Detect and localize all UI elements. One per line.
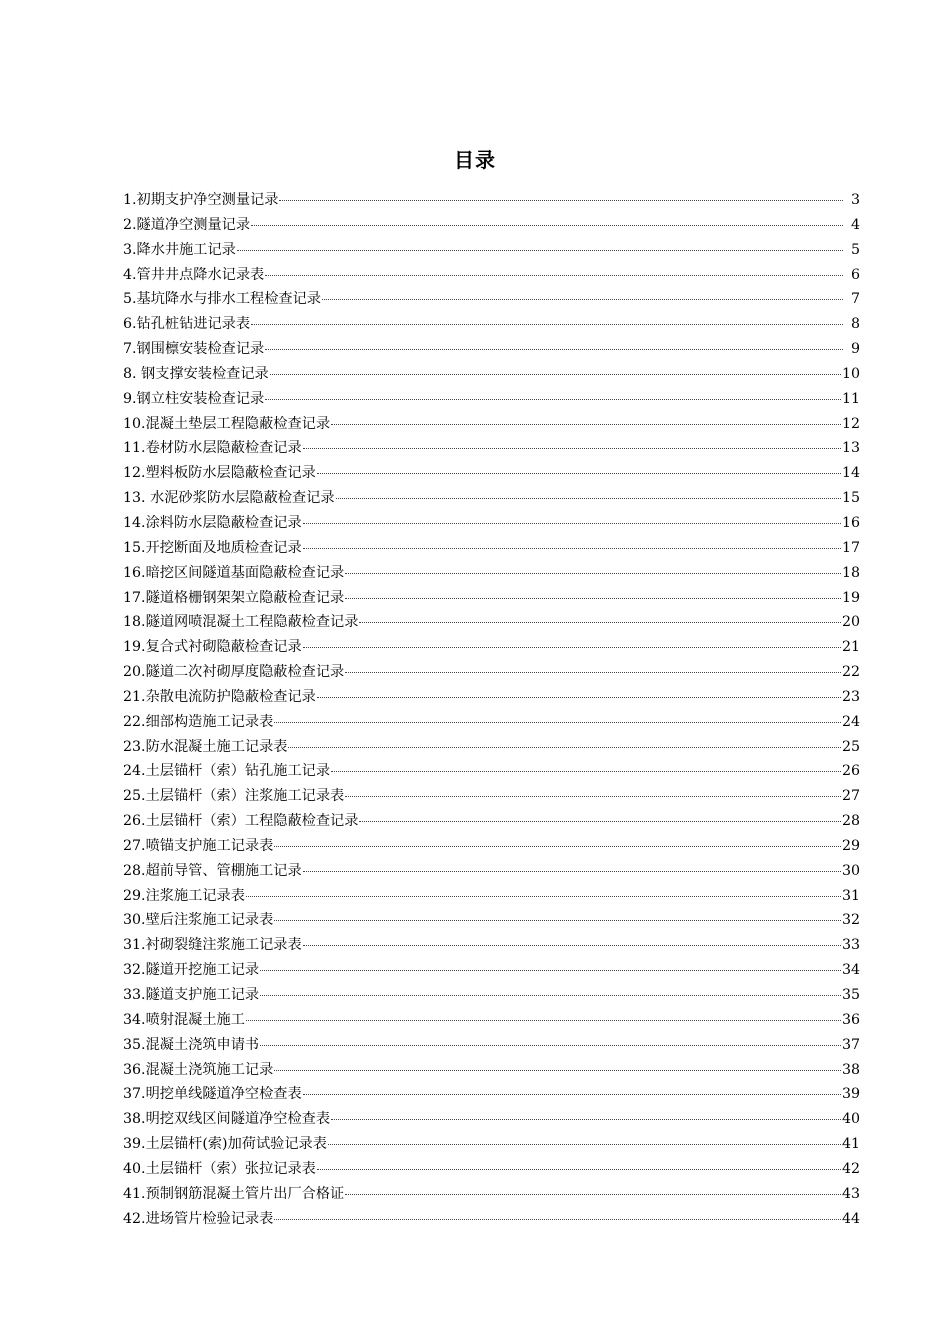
toc-dot-leader (317, 1168, 841, 1170)
toc-dot-leader (265, 274, 843, 276)
toc-entry-page-number: 24 (841, 713, 860, 730)
toc-entry-page-number: 29 (841, 837, 860, 854)
toc-dot-leader (279, 199, 843, 201)
toc-entry-page-number: 44 (841, 1210, 860, 1227)
toc-dot-leader (274, 721, 841, 723)
toc-entry-label: 31.衬砌裂缝注浆施工记录表 (123, 937, 302, 954)
toc-entry-page-number: 16 (841, 514, 860, 531)
toc-entry-label: 30.壁后注浆施工记录表 (123, 912, 274, 929)
toc-entry-page-number: 38 (841, 1061, 860, 1078)
toc-entry-label: 39.土层锚杆(索)加荷试验记录表 (123, 1136, 327, 1153)
toc-entry-page-number: 32 (841, 912, 860, 929)
toc-entry[interactable] (123, 586, 860, 611)
toc-entry[interactable] (123, 213, 860, 238)
toc-dot-leader (303, 944, 841, 946)
toc-entry-page-number: 17 (841, 539, 860, 556)
toc-dot-leader (274, 1069, 841, 1071)
toc-entry-label: 21.杂散电流防护隐蔽检查记录 (123, 688, 316, 705)
toc-entry-page-number: 11 (841, 390, 860, 407)
toc-entry[interactable] (123, 660, 860, 685)
toc-entry-page-number: 4 (850, 216, 860, 233)
toc-entry[interactable] (123, 561, 860, 586)
toc-entry[interactable] (123, 859, 860, 884)
toc-entry[interactable] (123, 337, 860, 362)
toc-entry-label: 1.初期支护净空测量记录 (123, 192, 279, 208)
table-of-contents (123, 188, 860, 1231)
toc-entry[interactable] (123, 1008, 860, 1033)
toc-entry-label: 25.土层锚杆（索）注浆施工记录表 (123, 788, 345, 805)
toc-entry[interactable] (123, 834, 860, 859)
toc-entry[interactable] (123, 809, 860, 834)
toc-dot-leader (265, 398, 841, 400)
toc-entry-page-number: 9 (850, 341, 860, 358)
toc-dot-leader (317, 696, 841, 698)
toc-entry-label: 10.混凝土垫层工程隐蔽检查记录 (123, 415, 331, 432)
toc-dot-leader (237, 249, 843, 251)
toc-entry[interactable] (123, 263, 860, 288)
toc-dot-leader (274, 845, 841, 847)
toc-entry-page-number: 41 (841, 1136, 860, 1153)
toc-entry-label: 41.预制钢筋混凝土管片出厂合格证 (123, 1185, 345, 1202)
toc-dot-leader (260, 969, 841, 971)
toc-entry-page-number: 36 (841, 1011, 860, 1028)
toc-dot-leader (331, 770, 841, 772)
toc-dot-leader (345, 795, 841, 797)
toc-entry-label: 19.复合式衬砌隐蔽检查记录 (123, 639, 302, 656)
toc-entry[interactable] (123, 1107, 860, 1132)
toc-entry[interactable] (123, 486, 860, 511)
toc-entry-label: 18.隧道网喷混凝土工程隐蔽检查记录 (123, 614, 359, 631)
toc-entry[interactable] (123, 188, 860, 213)
toc-entry-label: 9.钢立柱安装检查记录 (123, 390, 265, 407)
toc-entry-page-number: 6 (850, 266, 860, 283)
toc-entry[interactable] (123, 1207, 860, 1232)
toc-entry-label: 23.防水混凝土施工记录表 (123, 738, 288, 755)
toc-dot-leader (303, 547, 841, 549)
toc-entry-label: 6.钻孔桩钻进记录表 (123, 316, 251, 333)
toc-entry-label: 11.卷材防水层隐蔽检查记录 (123, 440, 302, 457)
toc-entry[interactable] (123, 784, 860, 809)
toc-entry-label: 42.进场管片检验记录表 (123, 1210, 274, 1227)
toc-entry-label: 33.隧道支护施工记录 (123, 987, 260, 1003)
toc-entry[interactable] (123, 1058, 860, 1083)
toc-dot-leader (265, 348, 843, 350)
toc-dot-leader (359, 820, 841, 822)
toc-entry[interactable] (123, 908, 860, 933)
toc-dot-leader (246, 1019, 841, 1021)
toc-dot-leader (345, 1193, 841, 1195)
toc-entry-label: 36.混凝土浇筑施工记录 (123, 1061, 274, 1078)
toc-entry-page-number: 19 (841, 589, 860, 606)
toc-entry-label: 7.钢围檩安装检查记录 (123, 341, 265, 358)
toc-dot-leader (317, 472, 841, 474)
toc-entry-label: 37.明挖单线隧道净空检查表 (123, 1086, 302, 1103)
toc-entry-page-number: 23 (841, 688, 860, 705)
toc-dot-leader (274, 919, 841, 921)
toc-dot-leader (345, 597, 841, 599)
toc-entry[interactable] (123, 412, 860, 437)
toc-entry[interactable] (123, 610, 860, 635)
toc-entry-label: 24.土层锚杆（索）钻孔施工记录 (123, 763, 331, 780)
toc-entry-page-number: 30 (841, 862, 860, 879)
toc-entry-page-number: 3 (850, 192, 860, 208)
toc-entry-label: 5.基坑降水与排水工程检查记录 (123, 291, 321, 308)
toc-entry-label: 3.降水井施工记录 (123, 241, 236, 258)
toc-entry[interactable] (123, 362, 860, 387)
toc-entry[interactable] (123, 958, 860, 983)
toc-dot-leader (303, 870, 841, 872)
toc-entry-label: 8. 钢支撑安装检查记录 (123, 365, 269, 382)
toc-entry[interactable] (123, 312, 860, 337)
toc-dot-leader (303, 646, 841, 648)
toc-dot-leader (251, 323, 843, 325)
toc-entry[interactable] (123, 387, 860, 412)
toc-entry-page-number: 22 (841, 664, 860, 681)
toc-entry-label: 20.隧道二次衬砌厚度隐蔽检查记录 (123, 664, 345, 681)
toc-dot-leader (288, 746, 840, 748)
toc-dot-leader (260, 994, 841, 996)
toc-entry-page-number: 35 (841, 987, 860, 1003)
toc-entry-label: 22.细部构造施工记录表 (123, 713, 274, 730)
toc-dot-leader (303, 447, 841, 449)
toc-entry-page-number: 10 (841, 365, 860, 382)
toc-entry-page-number: 34 (841, 962, 860, 979)
toc-entry-label: 14.涂料防水层隐蔽检查记录 (123, 514, 302, 531)
toc-dot-leader (331, 423, 841, 425)
toc-dot-leader (322, 298, 843, 300)
toc-entry[interactable] (123, 1082, 860, 1107)
toc-dot-leader (328, 1143, 841, 1145)
toc-entry[interactable] (123, 1157, 860, 1182)
toc-entry[interactable] (123, 635, 860, 660)
toc-dot-leader (331, 1118, 841, 1120)
toc-entry[interactable] (123, 735, 860, 760)
toc-entry-page-number: 21 (841, 639, 860, 656)
toc-dot-leader (359, 621, 841, 623)
toc-entry-page-number: 13 (841, 440, 860, 457)
toc-entry-page-number: 5 (850, 241, 860, 258)
toc-entry-page-number: 40 (841, 1111, 860, 1128)
toc-entry-page-number: 12 (841, 415, 860, 432)
toc-entry-page-number: 43 (841, 1185, 860, 1202)
toc-entry[interactable] (123, 1182, 860, 1207)
toc-dot-leader (251, 224, 843, 226)
toc-entry[interactable] (123, 536, 860, 561)
toc-entry-page-number: 8 (850, 316, 860, 333)
toc-entry[interactable] (123, 287, 860, 312)
toc-entry-label: 27.喷锚支护施工记录表 (123, 837, 274, 854)
toc-entry-label: 29.注浆施工记录表 (123, 887, 245, 904)
toc-entry-page-number: 25 (841, 738, 860, 755)
toc-entry-page-number: 39 (841, 1086, 860, 1103)
toc-entry[interactable] (123, 685, 860, 710)
toc-entry-label: 35.混凝土浇筑申请书 (123, 1036, 260, 1053)
toc-entry-page-number: 20 (841, 614, 860, 631)
toc-entry-label: 26.土层锚杆（索）工程隐蔽检查记录 (123, 813, 359, 830)
toc-entry-page-number: 37 (841, 1036, 860, 1053)
toc-entry-page-number: 27 (841, 788, 860, 805)
toc-entry[interactable] (123, 461, 860, 486)
toc-entry-label: 2.隧道净空测量记录 (123, 216, 251, 233)
toc-entry-label: 12.塑料板防水层隐蔽检查记录 (123, 465, 316, 482)
toc-entry-page-number: 14 (841, 465, 860, 482)
toc-entry-page-number: 31 (841, 887, 860, 904)
toc-entry-page-number: 26 (841, 763, 860, 780)
toc-entry-page-number: 15 (841, 490, 860, 507)
toc-entry-label: 34.喷射混凝土施工 (123, 1011, 245, 1028)
toc-dot-leader (274, 1218, 841, 1220)
toc-entry[interactable] (123, 511, 860, 536)
toc-dot-leader (303, 522, 841, 524)
toc-entry[interactable] (123, 436, 860, 461)
page-title: 目录 (454, 148, 496, 172)
toc-entry[interactable] (123, 238, 860, 263)
toc-entry[interactable] (123, 1132, 860, 1157)
toc-entry-label: 28.超前导管、管棚施工记录 (123, 862, 302, 879)
toc-dot-leader (345, 671, 841, 673)
toc-dot-leader (246, 895, 841, 897)
toc-entry[interactable] (123, 1033, 860, 1058)
toc-dot-leader (345, 572, 841, 574)
toc-entry-page-number: 18 (841, 564, 860, 581)
toc-entry[interactable] (123, 710, 860, 735)
toc-entry-page-number: 7 (850, 291, 860, 308)
toc-entry[interactable] (123, 884, 860, 909)
toc-entry-label: 38.明挖双线区间隧道净空检查表 (123, 1111, 331, 1128)
toc-entry-page-number: 33 (841, 937, 860, 954)
toc-entry[interactable] (123, 759, 860, 784)
toc-entry[interactable] (123, 983, 860, 1008)
toc-dot-leader (336, 497, 841, 499)
toc-entry-label: 32.隧道开挖施工记录 (123, 962, 260, 979)
toc-dot-leader (260, 1044, 841, 1046)
toc-entry-label: 16.暗挖区间隧道基面隐蔽检查记录 (123, 564, 345, 581)
toc-dot-leader (303, 1093, 841, 1095)
toc-entry-label: 40.土层锚杆（索）张拉记录表 (123, 1160, 316, 1177)
toc-entry[interactable] (123, 933, 860, 958)
toc-dot-leader (270, 373, 841, 375)
toc-entry-label: 4.管井井点降水记录表 (123, 266, 265, 283)
toc-entry-label: 13. 水泥砂浆防水层隐蔽检查记录 (123, 490, 335, 507)
toc-entry-page-number: 28 (841, 813, 860, 830)
toc-entry-page-number: 42 (841, 1160, 860, 1177)
toc-entry-label: 17.隧道格栅钢架架立隐蔽检查记录 (123, 589, 345, 606)
toc-entry-label: 15.开挖断面及地质检查记录 (123, 539, 302, 556)
